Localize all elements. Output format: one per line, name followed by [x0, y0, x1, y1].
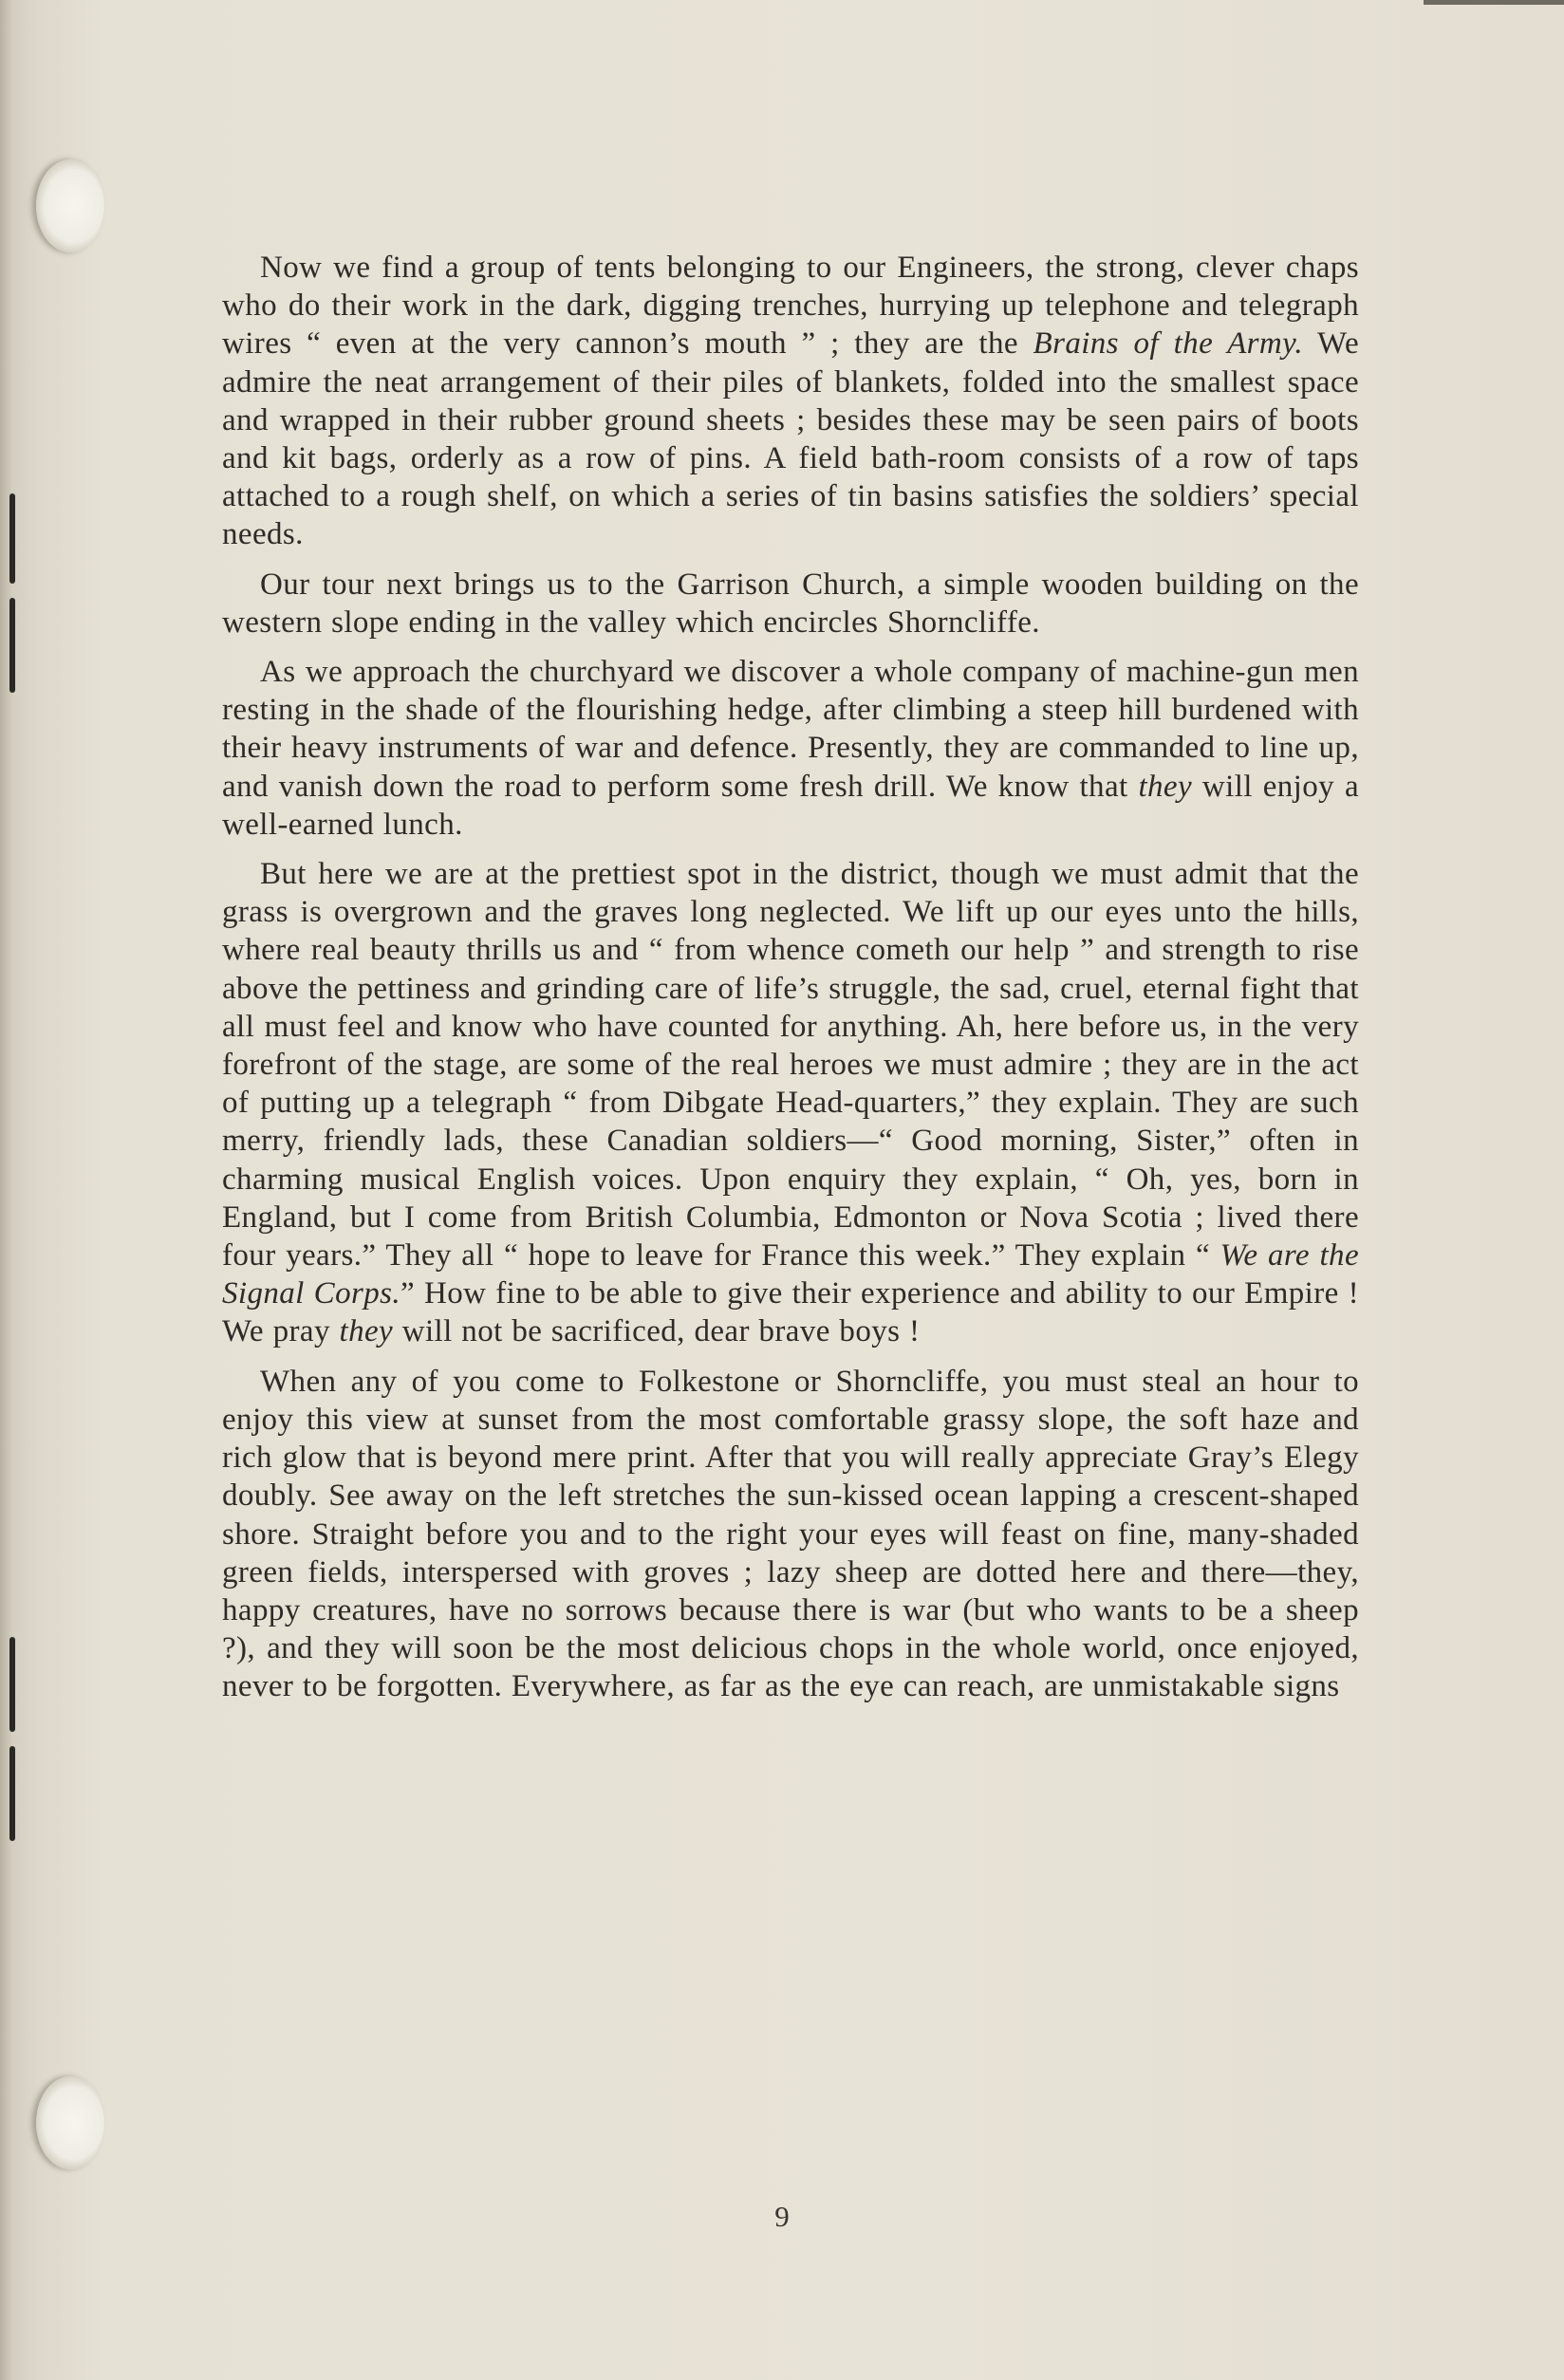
paragraph: [222, 1363, 1359, 1706]
text-segment: ” How fine to be able to give their experience and ability to our Empire ! We pray: [222, 1276, 1359, 1349]
page-number: 9: [774, 2200, 790, 2233]
page-top-edge-shadow: [1424, 0, 1564, 5]
text-segment: Now we find a group of tents belonging to our Engineers, the strong, clever chaps who do their work in the dark, digging trenches, hurrying up telephone and telegraph wires “ even at the very cannon’s mouth ” ; they are the: [222, 251, 1359, 362]
paragraph: [222, 653, 1359, 844]
binding-edge: [0, 0, 13, 2380]
binding-mark: [9, 598, 15, 693]
binding-mark: [9, 493, 15, 584]
text-segment: But here we are at the prettiest spot in the district, though we must admit that the grass is overgrown and the graves long neglected. We lift up our eyes unto the hills, where real beauty thrills us and “ from whence cometh our help ” and strength to rise above the pettiness and grinding care of life’s struggle, the sad, cruel, eternal fight that all must feel and know who have counted for anything. Ah, here before us, in the very forefront of the stage, are some of the real heroes we must admire ; they are in the act of putting up a telegraph “ from Dibgate Head-quarters,” they explain. They are such merry, friendly lads, these Canadian soldiers—“ Good morning, Sister,” often in charming musical English voices. Upon enquiry they explain, “ Oh, yes, born in England, but I come from British Columbia, Edmonton or Nova Scotia ; lived there four years.” They all “ hope to leave for France this week.” They explain “: [222, 857, 1359, 1274]
text-segment: Our tour next brings us to the Garrison Church, a simple wooden building on the western slope ending in the valley which encircles Shorncliffe.: [222, 567, 1359, 640]
text-segment: We admire the neat arrangement of their piles of blankets, folded into the smallest space and wrapped in their rubber ground sheets ; besides these may be seen pairs of boots and kit bags, orderly as a row of pins. A field bath-room consists of a row of taps attached to a rough shelf, on which a series of tin basins satisfies the soldiers’ special needs.: [222, 326, 1360, 552]
text-segment: will not be sacrificed, dear brave boys !: [393, 1314, 921, 1349]
paragraph: [222, 249, 1359, 554]
italic-text-segment: Brains of the Army.: [1033, 326, 1304, 362]
text-segment: As we approach the churchyard we discover a whole company of machine-gun men resting in the shade of the flourishing hedge, after climbing a steep hill burdened with their heavy instruments of war and defence. Presently, they are commanded to line up, and vanish down the road to perform some fresh drill. We know that: [222, 655, 1359, 804]
paragraph: [222, 855, 1359, 1351]
body-text: [222, 249, 1359, 1718]
binding-mark: [9, 1637, 15, 1732]
italic-text-segment: We are the Signal Corps.: [222, 1238, 1359, 1311]
text-segment: will enjoy a well-earned lunch.: [222, 769, 1359, 842]
italic-text-segment: they: [339, 1314, 394, 1349]
paragraph: [222, 566, 1359, 641]
italic-text-segment: they: [1138, 769, 1193, 804]
punch-hole-bottom: [36, 2076, 104, 2169]
punch-hole-top: [36, 159, 104, 252]
binding-mark: [9, 1746, 15, 1841]
text-segment: When any of you come to Folkestone or Shorncliffe, you must steal an hour to enjoy this view at sunset from the most comfortable grassy slope, the soft haze and rich glow that is beyond mere print. After that you will really appreciate Gray’s Elegy doubly. See away on the left stretches the sun-kissed ocean lapping a crescent-shaped shore. Straight before you and to the right your eyes will feast on fine, many-shaded green fields, interspersed with groves ; lazy sheep are dotted here and there—they, happy creatures, have no sorrows because there is war (but who wants to be a sheep ?), and they will soon be the most delicious chops in the whole world, once enjoyed, never to be forgotten. Everywhere, as far as the eye can reach, are unmistakable signs: [222, 1364, 1359, 1704]
